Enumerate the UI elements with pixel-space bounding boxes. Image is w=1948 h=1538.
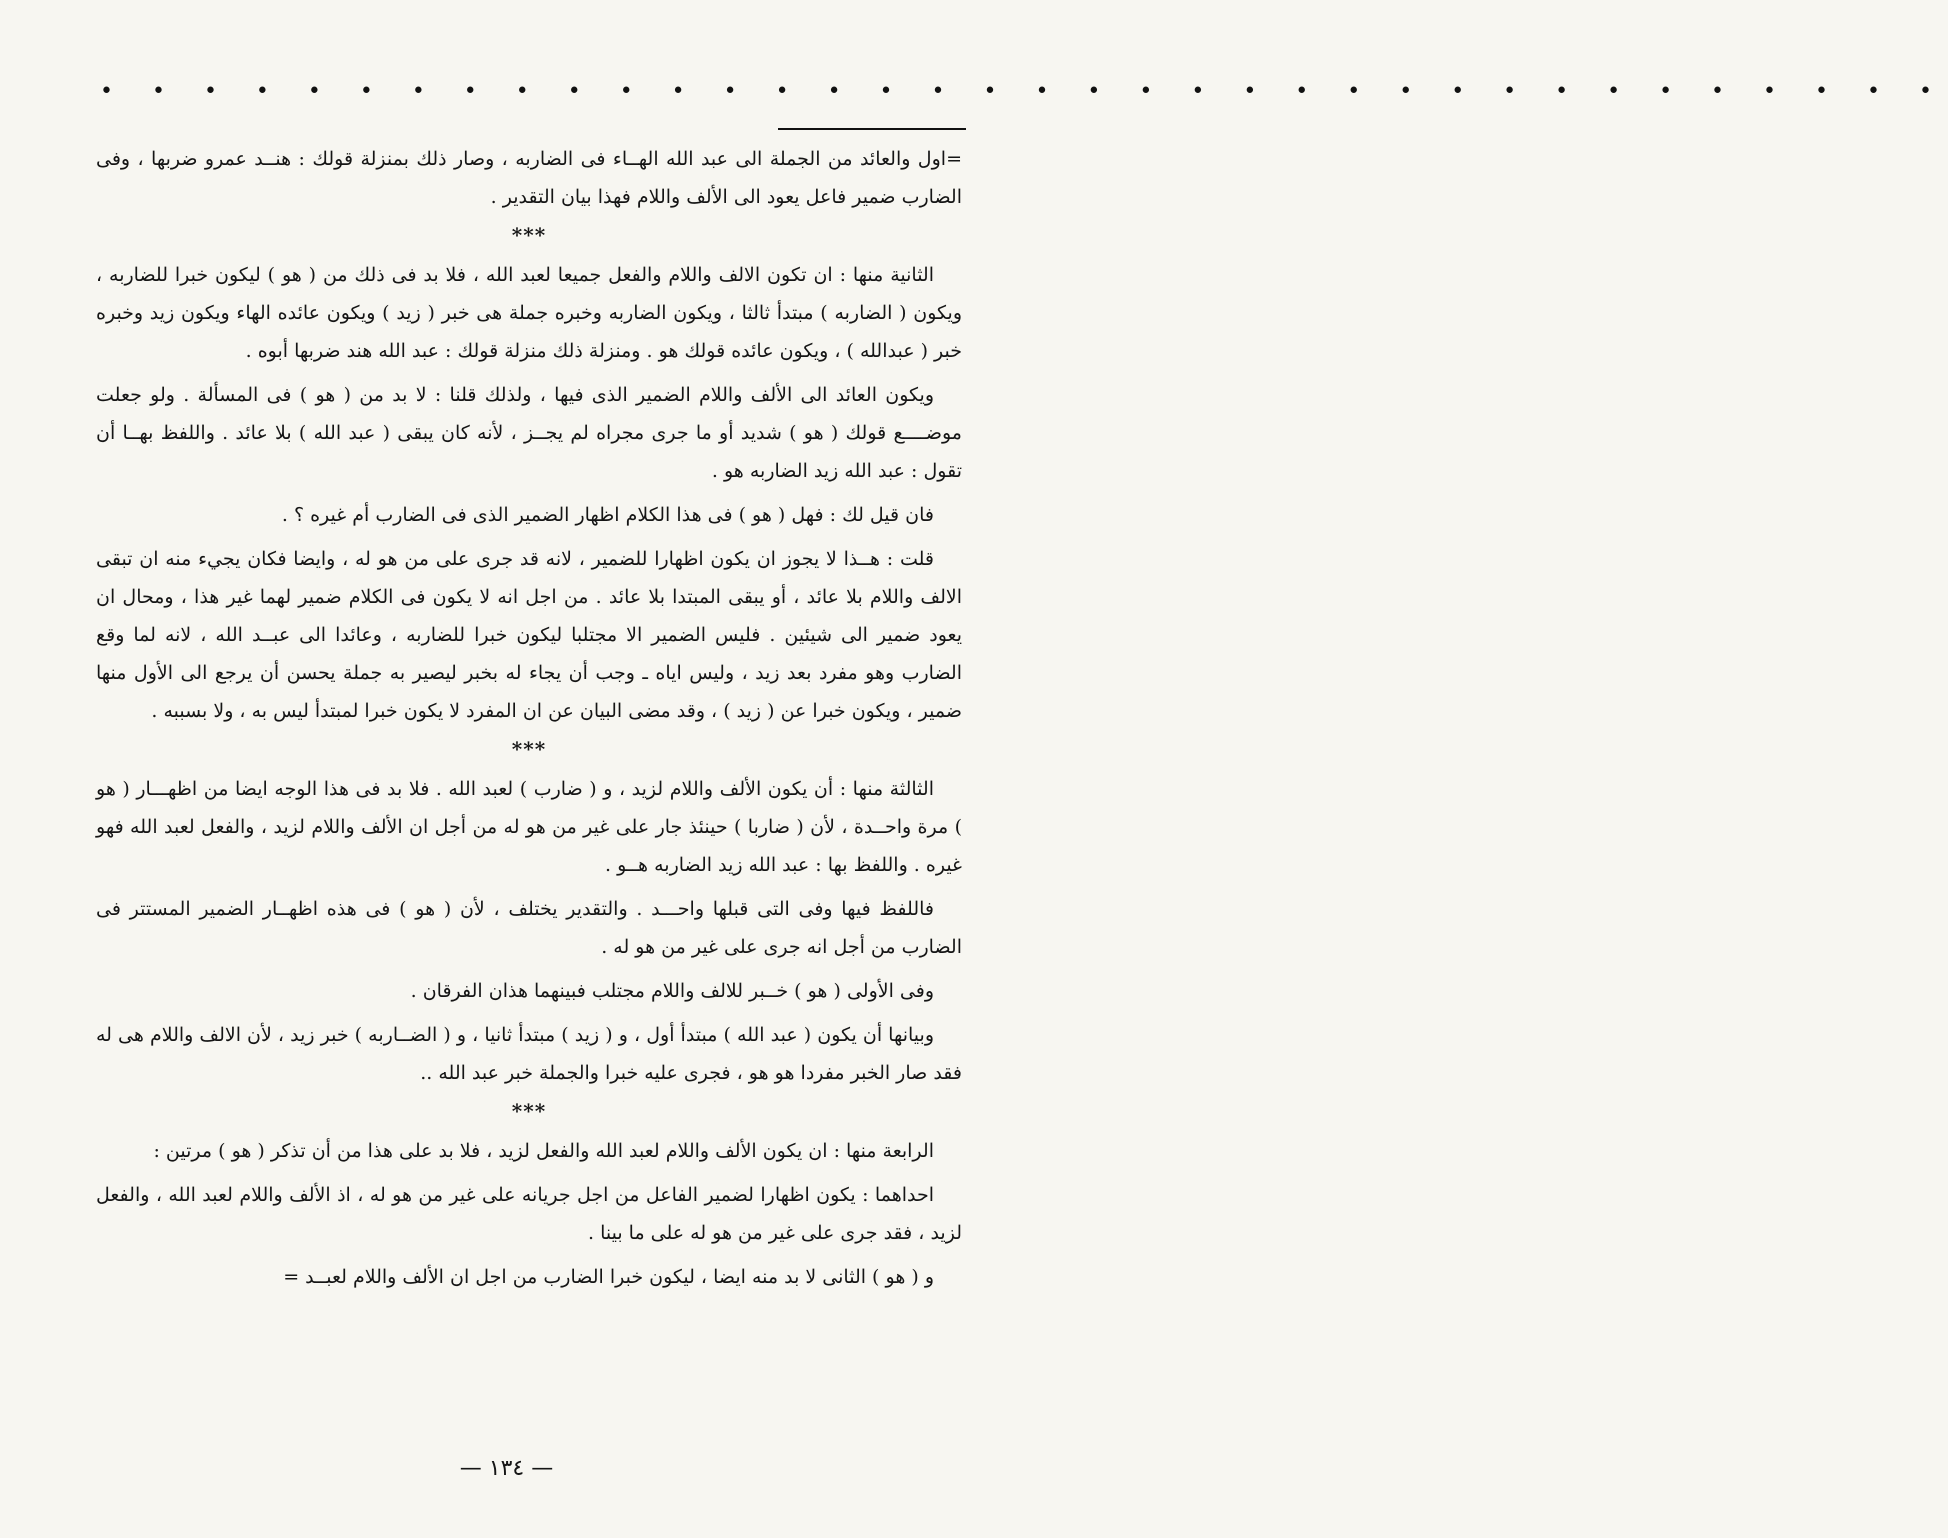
paragraph: الرابعة منها : ان يكون الألف واللام لعبد الله والفعل لزيد ، فلا بد على هذا من أن تذكر ( هو ) مرتين :	[153, 1140, 934, 1162]
paragraph: و ( هو ) الثانى لا بد منه ايضا ، ليكون خبرا الضارب من اجل ان الألف واللام لعبــد =	[283, 1266, 934, 1288]
paragraph: احداهما : يكون اظهارا لضمير الفاعل من اجل جريانه على غير من هو له ، اذ الألف واللام لعبد الله ، والفعل لزيد ، فقد جرى على غير من هو له على ما بينا .	[96, 1184, 962, 1244]
section-separator: ***	[511, 223, 547, 247]
paragraph: وبيانها أن يكون ( عبد الله ) مبتدأ أول ، و ( زيد ) مبتدأ ثانيا ، و ( الضــاربه ) خبر زيد ، لأن الالف واللام هى له فقد صار الخبر مفردا هو هو ، فجرى عليه خبرا والجملة خبر عبد الله ..	[96, 1024, 962, 1084]
page-number: — ١٣٤ —	[459, 1456, 554, 1481]
paragraph: وفى الأولى ( هو ) خــبر للالف واللام مجتلب فبينهما هذان الفرقان .	[410, 980, 934, 1002]
paragraph: فاللفظ فيها وفى التى قبلها واحـــد . والتقدير يختلف ، لأن ( هو ) فى هذه اظهــار الضمير المستتر فى الضارب من أجل انه جرى على غير من هو له .	[96, 898, 962, 958]
page-body	[96, 140, 962, 1302]
paragraph: فان قيل لك : فهل ( هو ) فى هذا الكلام اظهار الضمير الذى فى الضارب أم غيره ؟ .	[281, 504, 934, 526]
header-rule	[778, 128, 966, 130]
paragraph: ويكون العائد الى الألف واللام الضمير الذى فيها ، ولذلك قلنا : لا بد من ( هو ) فى المسألة . ولو جعلت موضــــع قولك ( هو ) شديد أو ما جرى مجراه لم يجــز ، لأنه كان يبقى ( عبد الله ) بلا عائد . واللفظ بهــا أن تقول : عبد الله زيد الضاربه هو .	[96, 384, 962, 482]
paragraph-continuation: =اول والعائد من الجملة الى عبد الله الهــاء فى الضاربه ، وصار ذلك بمنزلة قولك : هنــد عمرو ضربها ، وفى الضارب ضمير فاعل يعود الى الألف واللام فهذا بيان التقدير .	[96, 148, 962, 208]
paragraph: قلت : هــذا لا يجوز ان يكون اظهارا للضمير ، لانه قد جرى على من هو له ، وايضا فكان يجيء منه ان تبقى الالف واللام بلا عائد ، أو يبقى المبتدا بلا عائد . من اجل انه لا يكون فى الكلام ضمير لهما غير هذا ، ومحال ان يعود ضمير الى شيئين . فليس الضمير الا مجتلبا ليكون خبرا للضاربه ، وعائدا الى عبــد الله ، لانه لما وقع الضارب وهو مفرد بعد زيد ، وليس اياه ـ وجب أن يجاء له بخبر ليصير به جملة يحسن أن يرجع الى الأول منها ضمير ، ويكون خبرا عن ( زيد ) ، وقد مضى البيان عن ان المفرد لا يكون خبرا لمبتدأ ليس به ، ولا بسببه .	[96, 548, 962, 722]
paragraph: الثانية منها : ان تكون الالف واللام والفعل جميعا لعبد الله ، فلا بد فى ذلك من ( هو ) ليكون خبرا للضاربه ، ويكون ( الضاربه ) مبتدأ ثالثا ، ويكون الضاربه وخبره جملة هى خبر ( زيد ) ويكون عائده الهاء ويكون زيد وخبره خبر ( عبدالله ) ، ويكون عائده قولك هو . ومنزلة ذلك منزلة قولك : عبد الله هند ضربها أبوه .	[96, 264, 963, 362]
header-dots: • • • • • • • • • • • • • • • • • • • • • • • • • • • • • • • • • • • •	[100, 79, 1948, 104]
paragraph: الثالثة منها : أن يكون الألف واللام لزيد ، و ( ضارب ) لعبد الله . فلا بد فى هذا الوجه ايضا من اظهـــار ( هو ) مرة واحــدة ، لأن ( ضاربا ) حينئذ جار على غير من هو له من أجل ان الألف واللام لزيد ، والفعل لعبد الله فهو غيره . واللفظ بها : عبد الله زيد الضاربه هــو .	[96, 778, 962, 876]
section-separator: ***	[511, 737, 547, 761]
section-separator: ***	[511, 1099, 547, 1123]
